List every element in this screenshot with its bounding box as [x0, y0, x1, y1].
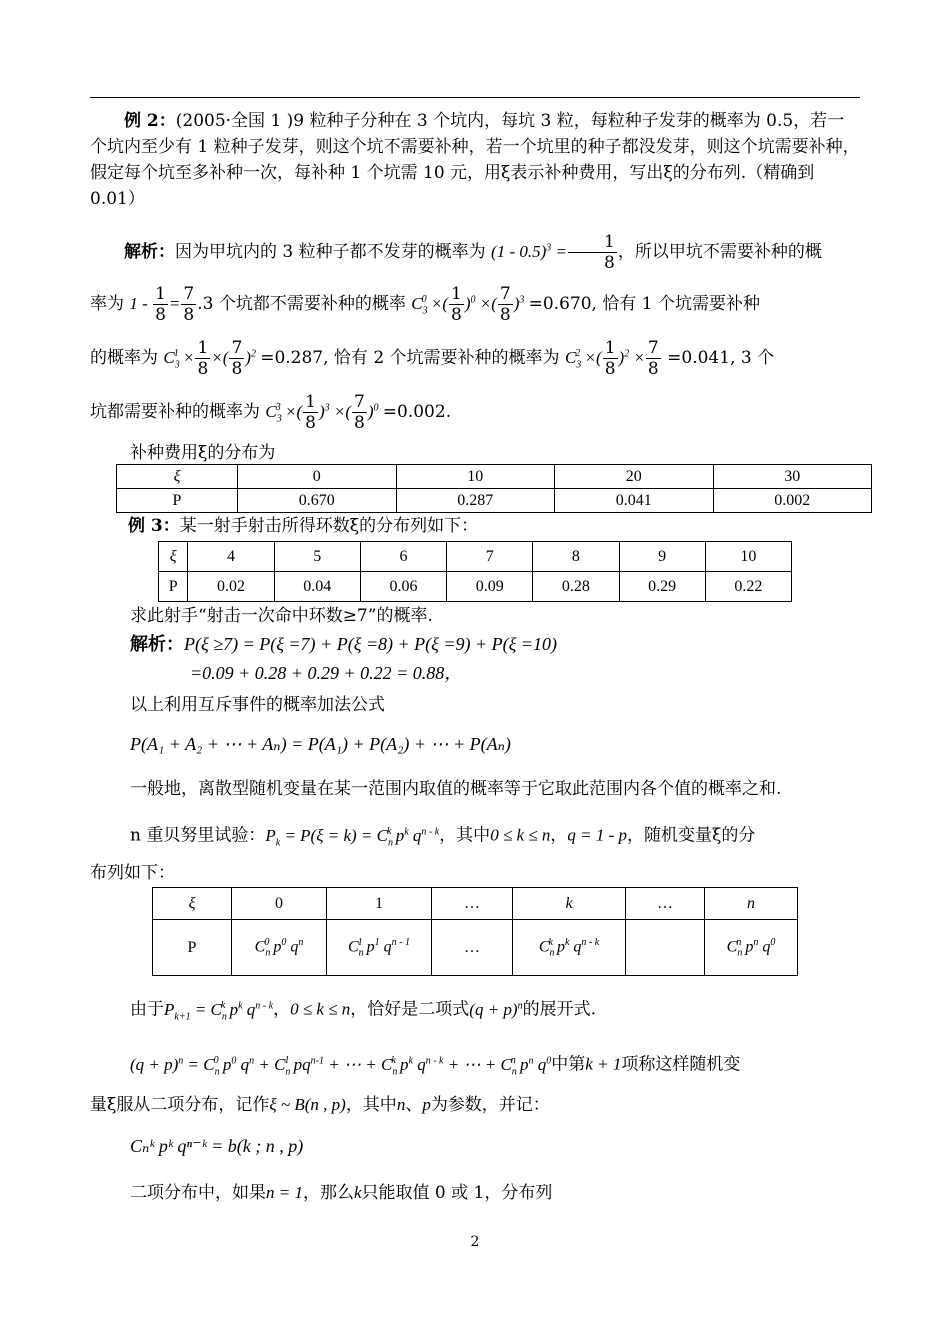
- table-cell-c0: $C_n^0$ $p^0$ $q^n$: [232, 920, 327, 976]
- bernoulli-pk: $P_k = P(\xi = k) = C_n^k$ $p^k$ $q^{n - k}$: [265, 825, 440, 849]
- table-cell: 4: [188, 542, 274, 572]
- fraction-1-8: $\frac{1}{8}$: [197, 338, 209, 379]
- solution-text: 率为: [90, 294, 124, 314]
- xi-b-np: ξ ~ B(n , p): [269, 1095, 346, 1114]
- table-cell: 0.287: [396, 489, 555, 513]
- paren: ×(: [211, 348, 229, 367]
- table-cell: P: [159, 572, 188, 602]
- table-cell: 7: [447, 542, 533, 572]
- paren: )$^3$: [513, 294, 525, 313]
- table-row: [117, 465, 872, 489]
- table-cell: 0.02: [188, 572, 274, 602]
- pk1-expr: $P_{k+1} = C_n^k$ $p^k$ $q^{n - k}$: [164, 999, 274, 1023]
- table-cell: k: [513, 888, 626, 920]
- example-3-question: 求此射手“射击一次命中环数≥7”的概率.: [130, 606, 433, 626]
- table-cell: 5: [274, 542, 360, 572]
- example-3-label: 例 3：: [128, 516, 180, 536]
- last-text: ，那么: [302, 1183, 354, 1203]
- solution-1-line3: [90, 338, 860, 380]
- table-cell: 0.09: [447, 572, 533, 602]
- fraction-7-8: $\frac{7}{8}$: [499, 284, 511, 325]
- solution-1-line1: [90, 232, 860, 273]
- binom-text: 的展开式.: [522, 999, 596, 1020]
- solution-label: 解析：: [130, 634, 184, 655]
- last-line: [130, 1180, 830, 1206]
- expansion-text: 、: [405, 1095, 423, 1115]
- param-n: n: [396, 1095, 406, 1114]
- bernoulli-line1: [130, 818, 860, 857]
- table-cell: 0: [238, 465, 397, 489]
- expansion-text: 为参数，并记：: [430, 1095, 550, 1115]
- var-k: k: [353, 1183, 362, 1202]
- paren: )$^2$ ×: [618, 348, 645, 367]
- expansion-text: ，其中: [345, 1095, 397, 1115]
- example-2: [90, 108, 860, 212]
- expansion-line: [130, 1048, 860, 1085]
- expr-prob-none: (1 - 0.5)$^3$ =: [491, 242, 567, 261]
- k-range: 0 ≤ k ≤ n: [490, 825, 551, 845]
- table-cell: 30: [713, 465, 872, 489]
- fraction-7-8: $\frac{7}{8}$: [354, 392, 365, 433]
- table-cell: 20: [555, 465, 714, 489]
- binomial-expansion-note: [130, 993, 860, 1030]
- equation: =0.09 + 0.28 + 0.29 + 0.22 = 0.88，: [190, 663, 463, 683]
- b-definition: Cₙᵏ pᵏ qⁿ⁻ᵏ = b(k ; n , p): [130, 1136, 304, 1156]
- last-text: 只能取值 0 或 1，分布列: [361, 1183, 553, 1203]
- table-cell: 1: [327, 888, 432, 920]
- table-cell: 0.29: [619, 572, 705, 602]
- general-statement: 一般地，离散型随机变量在某一范围内取值的概率等于它取此范围内各个值的概率之和.: [130, 779, 782, 799]
- solution-text: ，所以甲坑不需要补种的概: [617, 242, 822, 262]
- table-cell: 0.28: [533, 572, 619, 602]
- table-row: [117, 489, 872, 513]
- fraction-1-8: $\frac{1}{8}$: [155, 284, 166, 325]
- k-range: 0 ≤ k ≤ n: [290, 999, 351, 1019]
- equals: =: [168, 294, 181, 313]
- expansion-expr: $(q + p)^n = C_n^0$ $p^0$ $q^n + C_n^1$ $pq^{n-1}$ + ⋯ + $C_n^k$ $p^k$ $q^{n - k}$ + ⋯ + $C_n^n$ $p^n$ $q^0$: [130, 1054, 552, 1078]
- binomial-notation-line: [90, 1092, 860, 1118]
- q-def: q = 1 - p: [567, 825, 628, 845]
- binom-text: ，: [273, 999, 291, 1020]
- example-3-text: 某一射手射击所得环数ξ的分布列如下：: [179, 516, 479, 536]
- fraction-1-8: $\frac{1}{8}$: [604, 338, 616, 379]
- solution-label: 解析：: [124, 242, 175, 262]
- table-row: [153, 920, 798, 976]
- solution-1-line2: [90, 284, 860, 326]
- table-row: [153, 888, 798, 920]
- solution-3-eq2: [190, 660, 790, 687]
- table-cell: …: [626, 888, 705, 920]
- paren: )$^0$: [367, 402, 379, 421]
- expansion-text: 项称这样随机变: [621, 1054, 741, 1075]
- bernoulli-text: ，: [550, 825, 568, 846]
- table-cell: P: [117, 489, 238, 513]
- table-cell: 0.04: [274, 572, 360, 602]
- table-cell-c1: $C_n^1$ $p^1$ $q^{n - 1}$: [327, 920, 432, 976]
- solution-text: .3 个坑都不需要补种的概率: [197, 294, 406, 314]
- table-cell: …: [432, 920, 513, 976]
- fraction-1-8: $\frac{1}{8}$: [568, 232, 617, 273]
- page-number: 2: [470, 1234, 480, 1250]
- table-cell: ξ: [159, 542, 188, 572]
- solution-text: =0.041, 3 个: [667, 348, 775, 368]
- binom-expr: $(q + p)^n$: [469, 999, 523, 1019]
- binom-text: ，恰好是二项式: [350, 999, 470, 1020]
- expansion-text: 量ξ服从二项分布，记作: [90, 1095, 270, 1115]
- header-rule: [90, 97, 860, 98]
- table-cell: 0.041: [555, 489, 714, 513]
- example-3: [128, 513, 848, 539]
- last-text: 二项分布中，如果: [130, 1183, 266, 1203]
- fraction-1-8: $\frac{1}{8}$: [450, 284, 462, 325]
- param-p: p: [422, 1095, 431, 1114]
- table-cell: 0.670: [238, 489, 397, 513]
- table-shooting-distribution: [158, 541, 792, 602]
- distribution-caption: 补种费用ξ的分布为: [130, 443, 276, 463]
- expr-c31: $C_3^1$ ×: [163, 348, 195, 371]
- table-cell: 8: [533, 542, 619, 572]
- solution-text: =0.287, 恰有 2 个坑需要补种的概率为: [260, 348, 560, 368]
- expansion-text: 中第: [551, 1054, 586, 1075]
- solution-3-eq1: [130, 631, 850, 658]
- solution-text: 坑都需要补种的概率为: [90, 402, 260, 422]
- fraction-7-8: $\frac{7}{8}$: [647, 338, 659, 379]
- table-cell: ξ: [153, 888, 232, 920]
- table-cell-empty: [626, 920, 705, 976]
- table-cell: P: [153, 920, 232, 976]
- expr-c30: $C_3^0$ ×(: [411, 294, 448, 317]
- equation: P(ξ ≥7) = P(ξ =7) + P(ξ =8) + P(ξ =9) + P(ξ =10): [184, 634, 558, 654]
- solution-text: =0.670, 恰有 1 个坑需要补种: [528, 294, 760, 314]
- table-cell: 0: [232, 888, 327, 920]
- expr-c32: $C_3^2$ ×(: [564, 348, 602, 371]
- bernoulli-text: n 重贝努里试验：: [130, 825, 266, 846]
- solution-text: =0.002.: [382, 402, 452, 422]
- table-binomial-distribution: [152, 887, 798, 976]
- paren: )$^0$ ×(: [464, 294, 497, 313]
- solution-text: 的概率为: [90, 348, 158, 368]
- table-cell: …: [432, 888, 513, 920]
- example-2-text: (2005·全国 1 )9 粒种子分种在 3 个坑内，每坑 3 粒，每粒种子发芽的概率为 0.5，若一个坑内至少有 1 粒种子发芽，则这个坑不需要补种，若一个坑里的种子都没发芽，则这个坑需要补种，假定每个坑至多补种一次，每补种 1 个坑需 10 元，用ξ表示补种费用，写出ξ的分布列.（精确到 0.01）: [90, 111, 860, 209]
- addition-formula: P(A₁ + A₂ + ⋯ + Aₙ) = P(A₁) + P(A₂) + ⋯ + P(Aₙ): [130, 734, 511, 754]
- table-cost-distribution: [116, 464, 872, 513]
- table-cell: 0.22: [705, 572, 791, 602]
- fraction-7-8: $\frac{7}{8}$: [183, 284, 195, 325]
- expr-one-minus: 1 -: [129, 294, 153, 313]
- paren: )$^3$ ×(: [318, 402, 352, 421]
- formula-intro: 以上利用互斥事件的概率加法公式: [130, 695, 385, 715]
- table-cell: n: [705, 888, 798, 920]
- bernoulli-line2: 布列如下：: [90, 863, 175, 883]
- table-cell: 9: [619, 542, 705, 572]
- table-row: [159, 542, 792, 572]
- fraction-7-8: $\frac{7}{8}$: [231, 338, 243, 379]
- solution-1-line4: [90, 392, 860, 434]
- table-cell: ξ: [117, 465, 238, 489]
- table-cell: 0.002: [713, 489, 872, 513]
- k-plus-1: k + 1: [585, 1054, 622, 1074]
- solution-text: 因为甲坑内的 3 粒种子都不发芽的概率为: [175, 242, 486, 262]
- table-cell: 6: [360, 542, 446, 572]
- table-row: [159, 572, 792, 602]
- bernoulli-text: ，其中: [439, 825, 491, 846]
- table-cell: 10: [396, 465, 555, 489]
- bernoulli-text: ，随机变量ξ的分: [627, 825, 756, 846]
- binom-text: 由于: [130, 999, 164, 1020]
- table-cell: 10: [705, 542, 791, 572]
- table-cell-cn: $C_n^n$ $p^n$ $q^0$: [705, 920, 798, 976]
- example-2-label: 例 2：: [124, 111, 176, 131]
- expr-c33: $C_3^3$ ×(: [265, 402, 303, 425]
- fraction-1-8: $\frac{1}{8}$: [305, 392, 316, 433]
- table-cell-ck: $C_n^k$ $p^k$ $q^{n - k}$: [513, 920, 626, 976]
- table-cell: 0.06: [360, 572, 446, 602]
- paren: )$^2$: [245, 348, 256, 367]
- n-equals-1: n = 1: [266, 1183, 303, 1202]
